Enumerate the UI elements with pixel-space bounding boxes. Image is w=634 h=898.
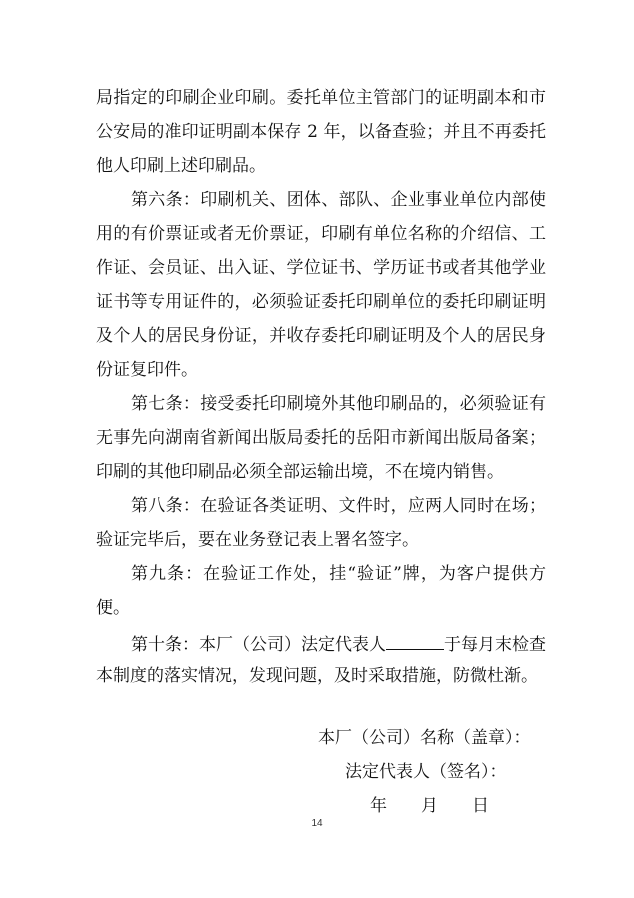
signature-blank [386, 632, 444, 650]
article-9-line: 第九条：在验证工作处，挂“验证”牌，为客户提供方 [131, 564, 546, 584]
article-6-line: 第六条：印刷机关、团体、部队、企业事业单位内部使 [131, 190, 546, 210]
paragraph-line: 无事先向湖南省新闻出版局委托的岳阳市新闻出版局备案； [96, 428, 546, 448]
paragraph-line: 用的有价票证或者无价票证，印刷有单位名称的介绍信、工 [96, 224, 546, 244]
paragraph-line: 便。 [96, 598, 130, 618]
article-10-line [131, 632, 546, 655]
article-10-text-start: 第十条：本厂（公司）法定代表人 [131, 635, 386, 655]
paragraph-line: 验证完毕后，要在业务登记表上署名签字。 [96, 530, 419, 550]
representative-signature-line: 法定代表人（签名）： [345, 762, 507, 782]
paragraph-line: 局指定的印刷企业印刷。委托单位主管部门的证明副本和市 [96, 88, 546, 108]
paragraph-line: 证书等专用证件的，必须验证委托印刷单位的委托印刷证明 [96, 292, 546, 312]
article-7-line: 第七条：接受委托印刷境外其他印刷品的，必须验证有 [131, 394, 546, 414]
paragraph-line: 公安局的准印证明副本保存 2 年，以备查验；并且不再委托 [96, 122, 546, 142]
paragraph-line: 他人印刷上述印刷品。 [96, 156, 266, 176]
paragraph-line: 印刷的其他印刷品必须全部运输出境，不在境内销售。 [96, 462, 504, 482]
paragraph-line: 份证复印件。 [96, 360, 198, 380]
paragraph-line: 本制度的落实情况，发现问题，及时采取措施，防微杜渐。 [96, 666, 538, 686]
company-seal-line: 本厂（公司）名称（盖章）： [318, 728, 531, 748]
paragraph-line: 作证、会员证、出入证、学位证书、学历证书或者其他学业 [96, 258, 546, 278]
article-8-line: 第八条：在验证各类证明、文件时，应两人同时在场； [131, 496, 546, 516]
article-10-text-end: 于每月末检查 [444, 635, 546, 655]
paragraph-line: 及个人的居民身份证，并收存委托印刷证明及个人的居民身 [96, 326, 546, 346]
date-line: 年 月 日 [370, 796, 489, 816]
page-number: 14 [311, 818, 323, 829]
